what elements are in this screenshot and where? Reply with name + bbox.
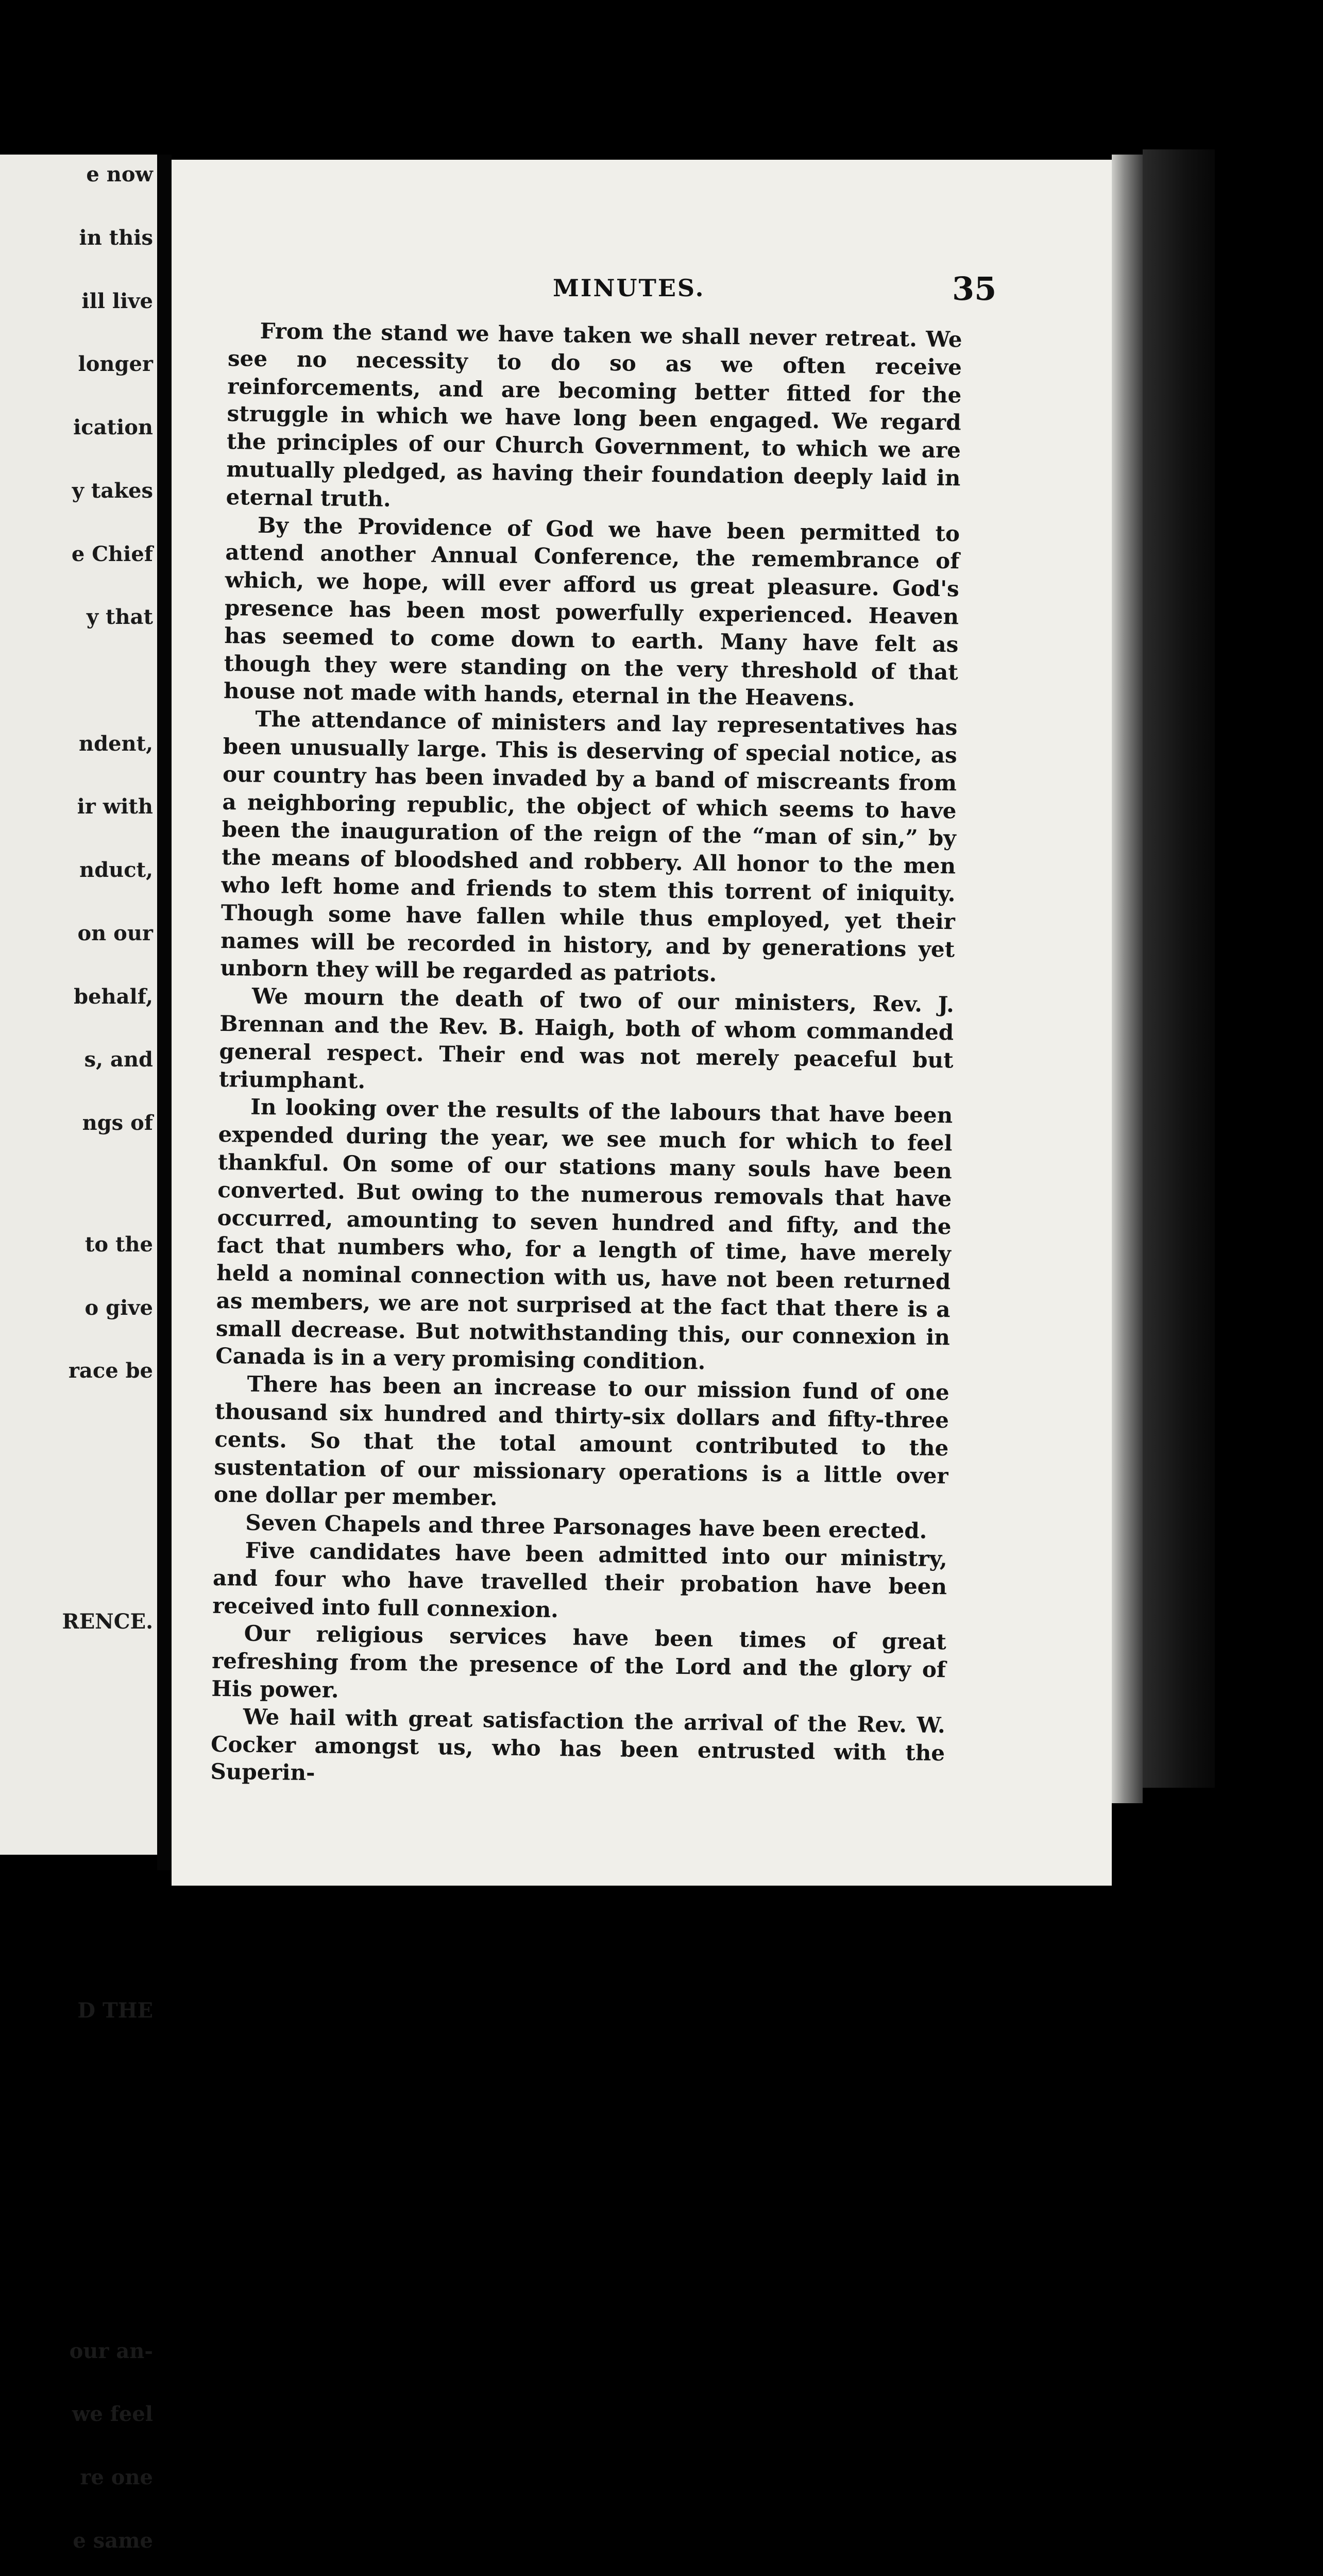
left-page-text-fragment: o give <box>84 1295 153 1320</box>
left-page-text-fragment: to the <box>84 1232 153 1257</box>
left-page-text-fragment: race be <box>68 1359 153 1383</box>
paragraph: The attendance of ministers and lay representatives has been unusually large. This is deserving of special notice, as our country has been invaded by a band of miscreants from a neighboring republic, the object of which seems to have been the inauguration of the reign of the “man of sin,” by the means of bloodshed and robbery. All honor to the men who left home and friends to stem this torrent of iniquity. Though some have fallen while thus employed, yet their names will be recorded in history, and by generations yet unborn they will be regarded as patriots. <box>220 706 958 987</box>
page-body <box>210 317 962 1794</box>
paragraph: In looking over the results of the labours that have been expended during the year, we see much for which to feel thankful. On some of our stations many souls have been converted. But owing to the numerous removals that have occurred, amounting to seven hundred and fifty, and the fact that numbers who, for a length of time, have merely held a nominal connection with us, have not been returned as members, we are not surprised at the fact that there is a small decrease. But notwithstanding this, our connexion in Canada is in a very promising condition. <box>215 1094 953 1375</box>
left-page-text-fragment: y takes <box>72 478 153 503</box>
left-page-text-fragment: s, and <box>84 1047 153 1072</box>
paragraph: We mourn the death of two of our ministers, Rev. J. Brennan and the Rev. B. Haigh, both of whom commanded general respect. Their end was not merely peaceful but triumphant. <box>218 983 955 1093</box>
left-page-text-fragment: in this <box>79 225 153 250</box>
previous-page-fragment <box>0 155 157 2553</box>
left-page-text-fragment: e same <box>73 2528 153 2553</box>
left-page-text-fragment: RENCE. <box>62 1609 153 1634</box>
left-page-text-fragment: our an- <box>69 2338 153 2363</box>
left-page-text-fragment: e now <box>86 162 153 187</box>
paragraph: From the stand we have taken we shall never retreat. We see no necessity to do so as we often receive reinforcements, and are becoming better fitted for the struggle in which we have long been engaged. We regard the principles of our Church Government, to which we are mutually pledged, as having their foundation deeply laid in eternal truth. <box>226 318 962 512</box>
paragraph: By the Providence of God we have been permitted to attend another Annual Conference, the remembrance of which, we hope, will ever afford us great pleasure. God's presence has been most powerfully experienced. Heaven has seemed to come down to earth. Many have felt as though they were standing on the very threshold of that house not made with hands, eternal in the Heavens. <box>223 512 960 711</box>
left-page-text-fragment: D THE <box>77 1998 153 2023</box>
left-page-text-fragment: re one <box>80 2465 153 2490</box>
left-page-text-fragment: y that <box>86 605 153 630</box>
left-page-text-fragment: ir with <box>77 794 153 819</box>
left-page-text-fragment: we feel <box>72 2402 153 2427</box>
page-header <box>172 270 1112 310</box>
left-page-text-fragment: ication <box>73 415 153 440</box>
left-page-text-fragment: longer <box>78 352 153 377</box>
paragraph: Our religious services have been times of great refreshing from the presence of the Lord and the glory of His power. <box>211 1621 946 1703</box>
book-gutter <box>157 155 172 1870</box>
paragraph: There has been an increase to our mission fund of one thousand six hundred and thirty-six dollars and fifty-three cents. So that the total amount contributed to the sustentation of our missionary operations is a little over one dollar per member. <box>213 1371 949 1511</box>
paragraph: Five candidates have been admitted into our ministry, and four who have travelled their probation have been received into full connexion. <box>212 1537 947 1622</box>
left-page-text-fragment: ill live <box>81 289 153 313</box>
page-edges <box>1112 155 1143 1803</box>
paragraph: Seven Chapels and three Parsonages have been erected. <box>245 1510 927 1544</box>
book-spine <box>1143 149 1215 1788</box>
left-page-text-fragment: e Chief <box>71 541 153 566</box>
running-head: MINUTES. <box>553 274 705 302</box>
page-number: 35 <box>952 270 997 308</box>
paragraph: We hail with great satisfaction the arrival of the Rev. W. Cocker amongst us, who has been entrusted with the Superin- <box>210 1704 946 1786</box>
left-page-text-fragment: nduct, <box>79 858 153 883</box>
left-page-text-fragment: on our <box>77 921 153 945</box>
left-page-text-fragment: ndent, <box>79 731 153 756</box>
left-page-text-fragment: ngs of <box>82 1111 153 1135</box>
left-page-text-fragment: behalf, <box>74 984 153 1009</box>
book-page <box>172 160 1112 1886</box>
